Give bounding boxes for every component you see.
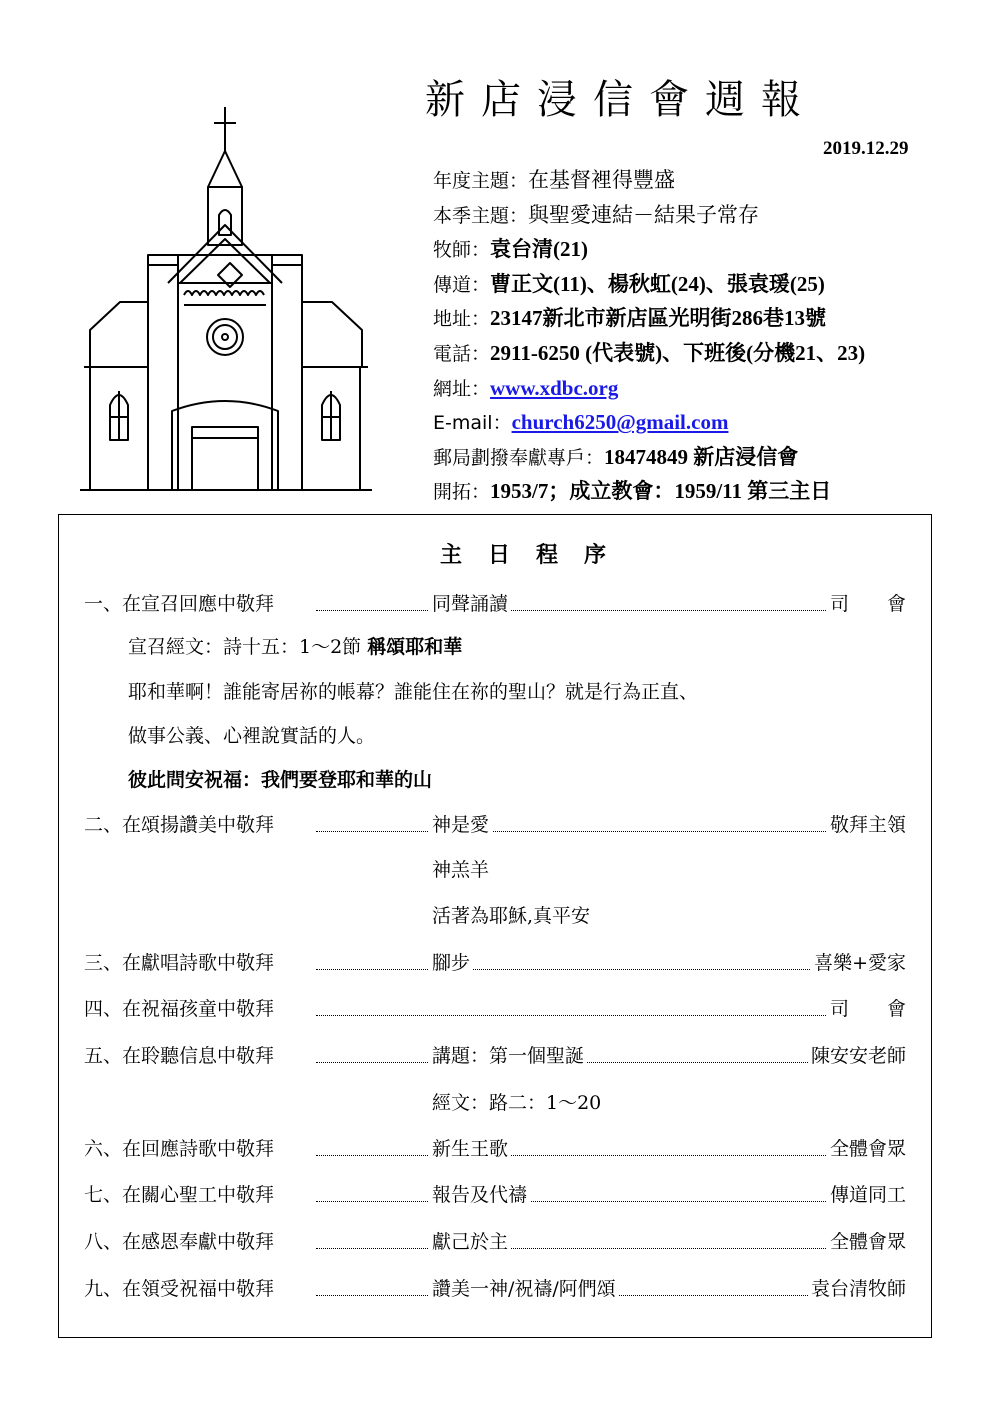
call-text-line-1: 耶和華啊！誰能寄居祢的帳幕？誰能住在祢的聖山？就是行為正直、 xyxy=(128,681,699,703)
program-leader: 司 會 xyxy=(827,589,906,619)
dotted-leader xyxy=(316,1062,428,1063)
program-content: 神是愛 xyxy=(432,810,492,840)
info-phone: 電話：2911-6250 (代表號)、下班後(分機21、23) xyxy=(433,340,866,365)
program-section: 二、在頌揚讚美中敬拜 xyxy=(84,814,275,836)
program-section: 五、在聆聽信息中敬拜 xyxy=(84,1045,275,1067)
program-leader: 司 會 xyxy=(827,994,906,1024)
program-content: 新生王歌 xyxy=(432,1134,511,1164)
program-leader: 全體會眾 xyxy=(827,1134,906,1164)
church-info xyxy=(433,165,865,511)
info-preachers: 傳道：曹正文(11)、楊秋虹(24)、張袁瑗(25) xyxy=(433,271,825,296)
program-row-1 xyxy=(84,589,906,619)
info-website: 網址：www.xdbc.org xyxy=(433,375,619,400)
info-season-theme: 本季主題：與聖愛連結－結果子常存 xyxy=(433,202,760,227)
program-section: 六、在回應詩歌中敬拜 xyxy=(84,1138,275,1160)
program-content: 同聲誦讀 xyxy=(432,589,511,619)
program-section: 四、在祝福孩童中敬拜 xyxy=(84,998,275,1020)
program-content: 讚美一神/祝禱/阿們頌 xyxy=(432,1274,619,1304)
dotted-leader xyxy=(316,831,428,832)
program-content: 報告及代禱 xyxy=(432,1180,530,1210)
program-section: 三、在獻唱詩歌中敬拜 xyxy=(84,952,275,974)
worship-song-3: 活著為耶穌,真平安 xyxy=(432,905,591,927)
program-leader: 陳安安老師 xyxy=(808,1041,906,1071)
worship-song-2: 神羔羊 xyxy=(432,859,490,881)
bulletin-title: 新店浸信會週報 xyxy=(425,77,817,123)
info-annual-theme: 年度主題：在基督裡得豐盛 xyxy=(433,168,676,192)
program-content: 獻己於主 xyxy=(432,1227,511,1257)
greeting: 彼此問安祝福：我們要登耶和華的山 xyxy=(128,769,433,791)
program-row-9 xyxy=(84,1274,906,1304)
dotted-leader xyxy=(316,1248,428,1249)
call-verse-title: 稱頌耶和華 xyxy=(367,636,463,658)
info-founding: 開拓：1953/7；成立教會：1959/11 第三主日 xyxy=(433,479,832,504)
dotted-leader xyxy=(316,1015,906,1016)
bulletin-date: 2019.12.29 xyxy=(823,138,909,159)
call-verse xyxy=(128,632,462,662)
church-illustration xyxy=(80,105,380,505)
program-row-8 xyxy=(84,1227,906,1257)
dotted-leader xyxy=(316,610,428,611)
program-row-5 xyxy=(84,1041,906,1071)
program-content: 腳步 xyxy=(432,948,473,978)
website-link[interactable]: www.xdbc.org xyxy=(490,375,619,400)
program-title: 主日程序 xyxy=(440,542,633,568)
dotted-leader xyxy=(316,1201,428,1202)
program-section: 七、在關心聖工中敬拜 xyxy=(84,1184,275,1206)
program-row-7 xyxy=(84,1180,906,1210)
program-row-3 xyxy=(84,948,906,978)
program-leader: 袁台清牧師 xyxy=(808,1274,906,1304)
program-row-4 xyxy=(84,994,906,1024)
program-leader: 喜樂+愛家 xyxy=(811,948,906,978)
info-postal-account: 郵局劃撥奉獻專戶：18474849 新店浸信會 xyxy=(433,444,799,469)
program-section: 一、在宣召回應中敬拜 xyxy=(84,593,275,615)
info-pastor: 牧師：袁台清(21) xyxy=(433,237,589,262)
program-row-6 xyxy=(84,1134,906,1164)
program-section: 九、在領受祝福中敬拜 xyxy=(84,1278,275,1300)
call-text-line-2: 做事公義、心裡說實話的人。 xyxy=(128,725,376,747)
info-address: 地址：23147新北市新店區光明街286巷13號 xyxy=(433,306,827,331)
program-leader: 全體會眾 xyxy=(827,1227,906,1257)
program-leader: 敬拜主領 xyxy=(827,810,906,840)
program-section: 八、在感恩奉獻中敬拜 xyxy=(84,1231,275,1253)
dotted-leader xyxy=(316,1155,428,1156)
dotted-leader xyxy=(316,969,428,970)
email-link[interactable]: church6250@gmail.com xyxy=(511,410,729,435)
program-content: 講題：第一個聖誕 xyxy=(432,1041,587,1071)
sermon-scripture: 經文：路二：1～20 xyxy=(432,1092,602,1114)
dotted-leader xyxy=(316,1295,428,1296)
call-verse-label: 宣召經文：詩十五：1～2節 xyxy=(128,636,362,658)
program-leader: 傳道同工 xyxy=(827,1180,906,1210)
info-email: E-mail：church6250@gmail.com xyxy=(433,410,729,435)
program-row-2 xyxy=(84,810,906,840)
